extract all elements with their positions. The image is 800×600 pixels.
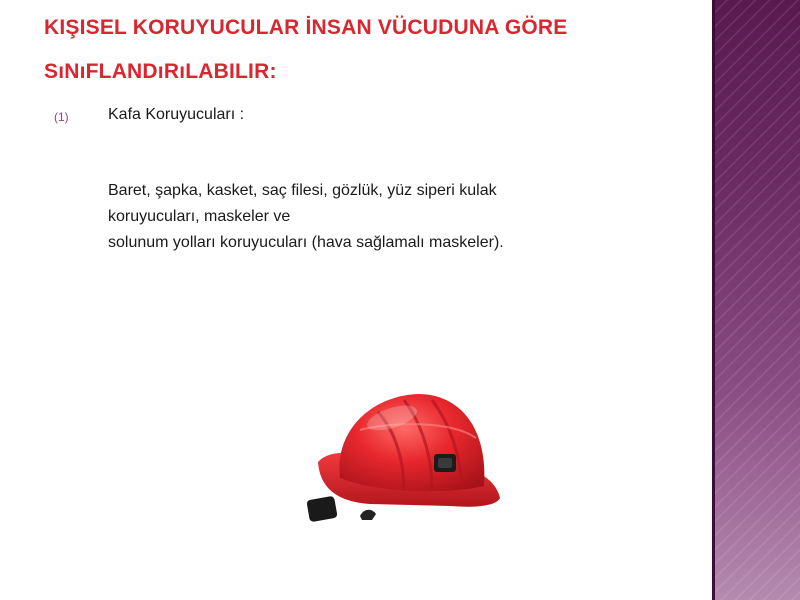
body-line-2: koruyucuları, maskeler ve — [108, 208, 291, 225]
body-paragraph — [108, 178, 668, 256]
hard-hat-icon — [300, 382, 510, 532]
title-line-1: KIŞISEL KORUYUCULAR İNSAN VÜCUDUNA GÖRE — [44, 16, 568, 39]
body-line-3: solunum yolları koruyucuları (hava sağlamalı maskeler). — [108, 234, 504, 251]
list-number: (1) — [54, 110, 69, 124]
body-line-1: Baret, şapka, kasket, saç filesi, gözlük, yüz siperi kulak — [108, 182, 497, 199]
slide-title — [44, 6, 664, 94]
diagonal-pattern — [712, 0, 800, 600]
list-heading: Kafa Koruyucuları : — [108, 106, 245, 123]
decorative-side-band — [712, 0, 800, 600]
title-line-2: SıNıFLANDıRıLABILIR: — [44, 60, 277, 83]
side-band-edge — [712, 0, 715, 600]
